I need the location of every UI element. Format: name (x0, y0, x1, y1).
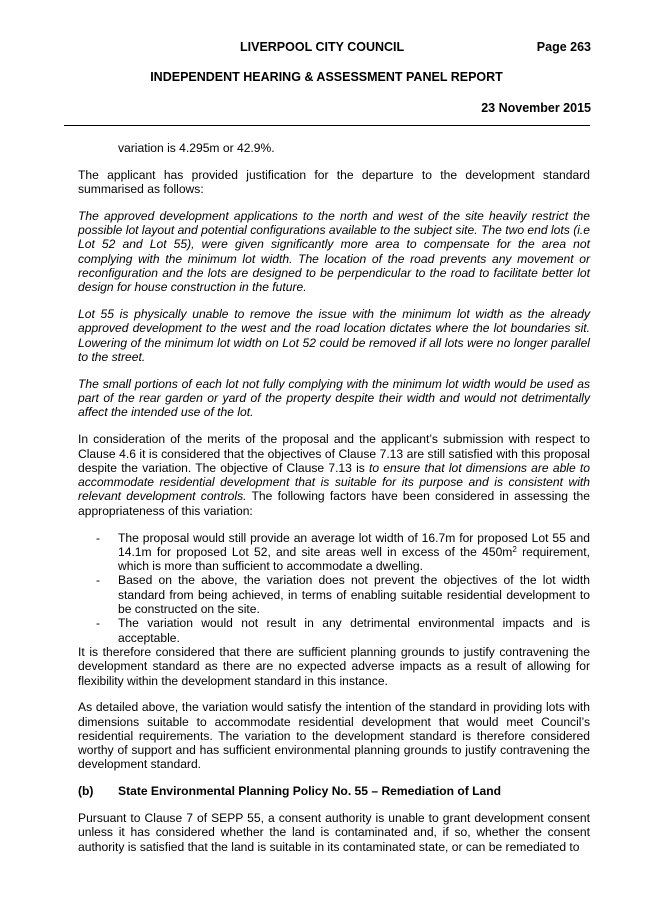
report-title: INDEPENDENT HEARING & ASSESSMENT PANEL REPORT (150, 70, 503, 84)
list-item (78, 616, 590, 645)
dash-marker: - (96, 573, 101, 588)
bullet-1-text-b: requirement, which is more than sufficient to accommodate a dwelling. (118, 544, 590, 574)
list-item (78, 573, 590, 616)
detailed-paragraph: As detailed above, the variation would satisfy the intention of the standard in providing lots with dimensions suitable to accommodate residential development that would meet Council’s residential requirements. The variation to the development standard is therefore considered worthy of support and has sufficient environmental planning grounds to justify contravening the development standard. (78, 700, 590, 772)
report-body (78, 141, 590, 866)
dash-marker: - (96, 616, 101, 631)
list-item (78, 531, 590, 574)
variation-paragraph: variation is 4.295m or 42.9%. (118, 141, 275, 155)
bullet-3-text: The variation would not result in any detrimental environmental impacts and is acceptable. (118, 616, 590, 645)
justification-quote-3: The small portions of each lot not fully complying with the minimum lot width would be used as part of the rear garden or yard of the property despite their width and would not detrimentally affect the intended use of the lot. (78, 376, 590, 420)
sepp-paragraph: Pursuant to Clause 7 of SEPP 55, a consent authority is unable to grant development consent unless it has considered whether the land is contaminated and, if so, whether the consent authority is satisfied that the land is suitable in its contaminated state, or can be remediated to (78, 811, 590, 854)
consideration-text-a: In consideration of the merits of the proposal and the applicant’s submission with respect to Clause 4.6 it is considered that the objectives of Clause 7.13 are still satisfied with this proposal despite the variation. The objective of Clause 7.13 is (78, 432, 590, 475)
justification-quote-2: Lot 55 is physically unable to remove the issue with the minimum lot width as the already approved development to the west and the road location dictates where the lot boundaries sit. Lowering of the minimum lot width on Lot 52 could be removed if all lots were no longer parallel to the street. (78, 307, 590, 365)
report-date: 23 November 2015 (481, 101, 591, 115)
superscript: 2 (512, 544, 517, 554)
grounds-paragraph: It is therefore considered that there are sufficient planning grounds to justify contravening the development standard as there are no expected adverse impacts as a result of allowing for flexibility within the development standard in this instance. (78, 644, 590, 688)
consideration-text-c: The following factors have been considered in assessing the appropriateness of this variation: (78, 489, 590, 518)
council-name: LIVERPOOL CITY COUNCIL (240, 40, 405, 54)
header-divider (64, 125, 590, 126)
intro-paragraph: The applicant has provided justification for the departure to the development standard summarised as follows: (78, 167, 590, 197)
bullet-2-text: Based on the above, the variation does not prevent the objectives of the lot width standard from being achieved, in terms of enabling suitable residential development to be constructed on the site. (118, 573, 590, 617)
consideration-paragraph (78, 432, 590, 518)
clause-objective-text: to ensure that lot dimensions are able to accommodate residential development that is suitable for its purpose and is consistent with relevant development controls. (78, 460, 590, 504)
section-title: State Environmental Planning Policy No. 55 – Remediation of Land (118, 784, 502, 799)
section-heading (78, 784, 590, 798)
factors-list (78, 531, 590, 645)
section-label: (b) (78, 784, 94, 799)
dash-marker: - (96, 530, 101, 545)
page-number: Page 263 (536, 40, 591, 54)
justification-quote-1: The approved development applications to the north and west of the site heavily restrict the possible lot layout and potential configurations available to the subject site. The two end lots (i.e Lot 52 and Lot 55), were given significantly more area to compensate for the area not complying with the minimum lot width. The location of the road prevents any movement or reconfiguration and the lots are designed to be perpendicular to the road to facilitate better lot design for house construction in the future. (78, 208, 590, 295)
bullet-1-text-a: The proposal would still provide an average lot width of 16.7m for proposed Lot 55 and 14.1m for proposed Lot 52, and site areas well in excess of the 450m (118, 530, 590, 559)
